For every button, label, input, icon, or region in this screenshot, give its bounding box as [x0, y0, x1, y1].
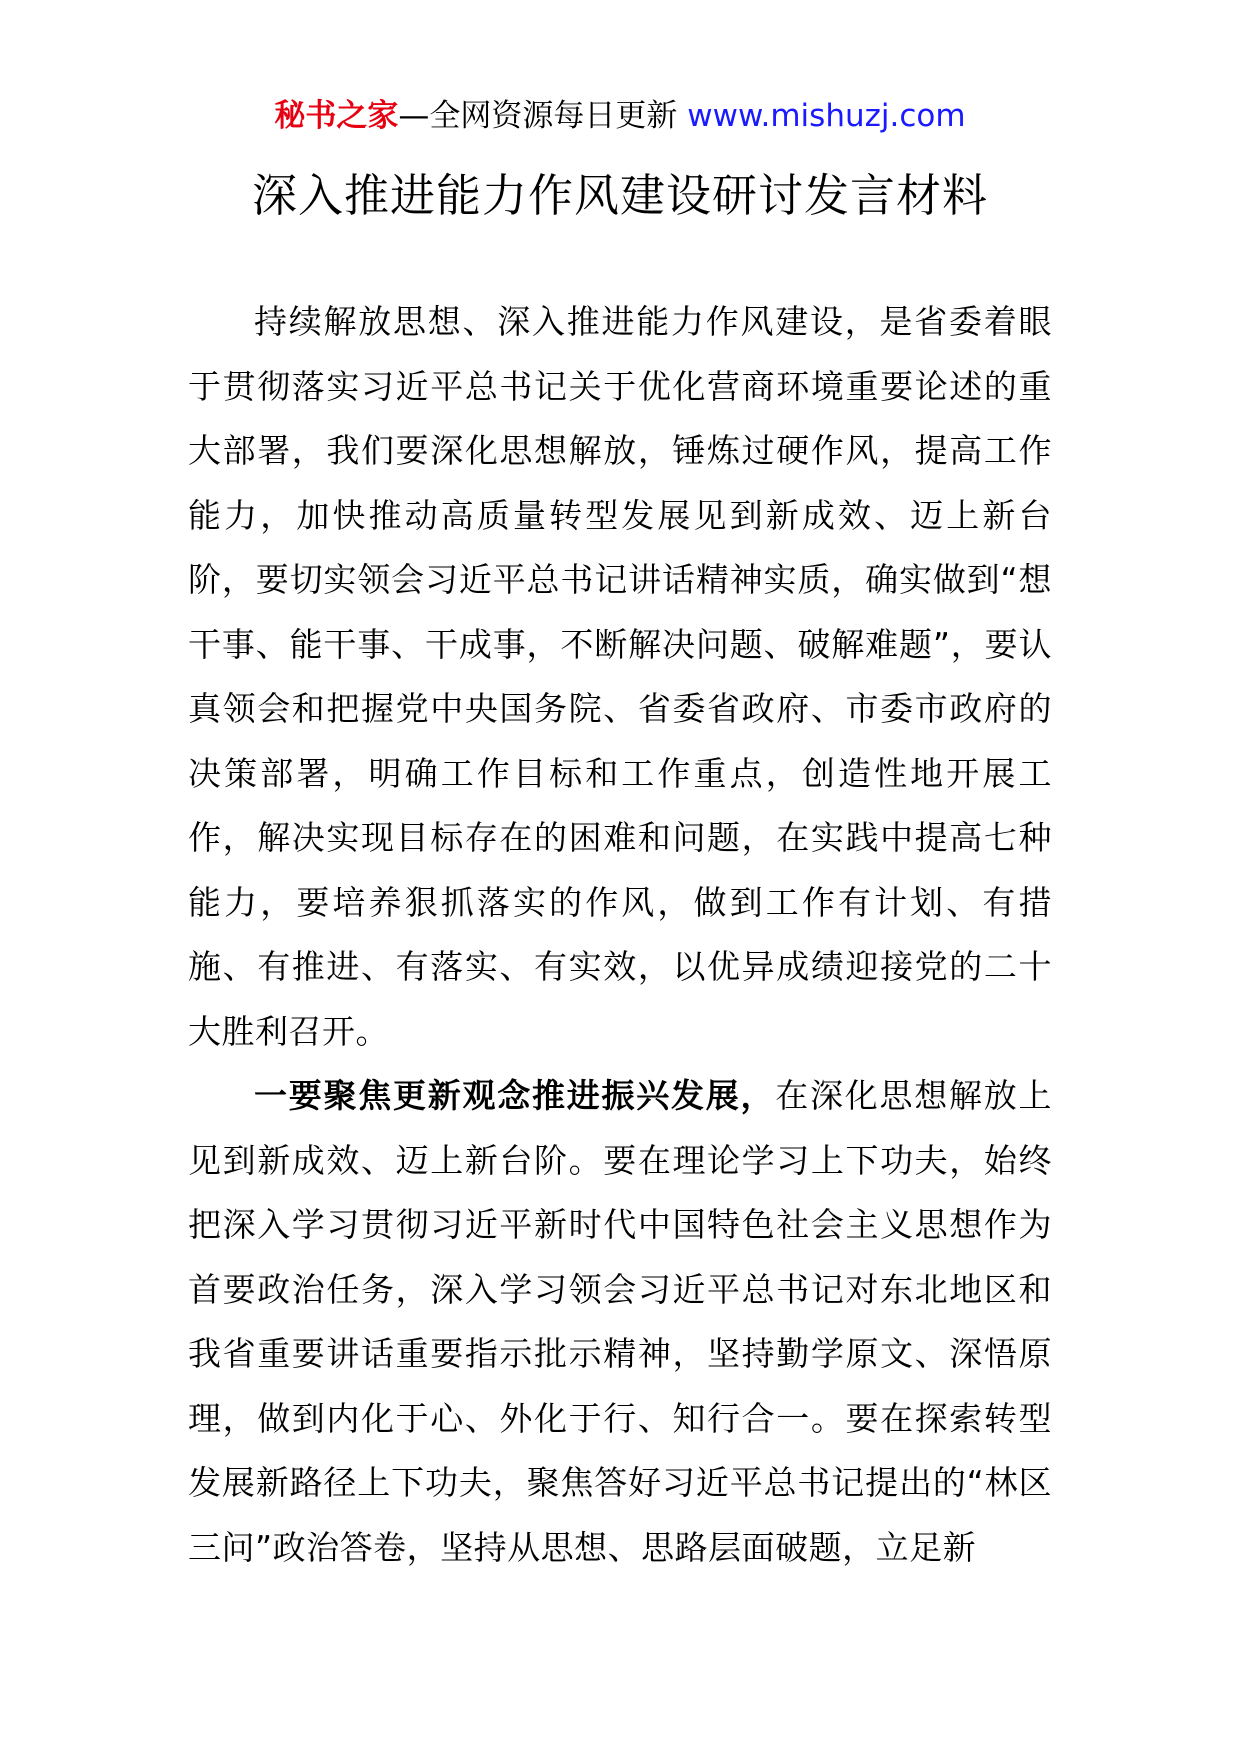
paragraph-1 — [188, 290, 1052, 1064]
site-header — [0, 96, 1240, 136]
document-body — [188, 290, 1052, 1580]
brand-name: 秘书之家 — [274, 98, 399, 134]
site-url-link[interactable]: www.mishuzj.com — [687, 98, 966, 134]
paragraph-2 — [188, 1064, 1052, 1580]
document-title: 深入推进能力作风建设研讨发言材料 — [251, 169, 988, 222]
paragraph-2-lead: 一要聚焦更新观念推进振兴发展， — [254, 1076, 776, 1115]
header-tagline: —全网资源每日更新 — [398, 98, 688, 134]
paragraph-2-text: 在深化思想解放上见到新成效、迈上新台阶。要在理论学习上下功夫，始终把深入学习贯彻习近平新时代中国特色社会主义思想作为首要政治任务，深入学习领会习近平总书记对东北地区和我省重要讲话重要指示批示精神，坚持勤学原文、深悟原理，做到内化于心、外化于行、知行合一。要在探索转型发展新路径上下功夫，聚焦答好习近平总书记提出的“林区三问”政治答卷，坚持从思想、思路层面破题，立足新 — [188, 1076, 1052, 1567]
paragraph-1-text: 持续解放思想、深入推进能力作风建设，是省委着眼于贯彻落实习近平总书记关于优化营商环境重要论述的重大部署，我们要深化思想解放，锤炼过硬作风，提高工作能力，加快推动高质量转型发展见到新成效、迈上新台阶，要切实领会习近平总书记讲话精神实质，确实做到“想干事、能干事、干成事，不断解决问题、破解难题”，要认真领会和把握党中央国务院、省委省政府、市委市政府的决策部署，明确工作目标和工作重点，创造性地开展工作，解决实现目标存在的困难和问题，在实践中提高七种能力，要培养狠抓落实的作风，做到工作有计划、有措施、有推进、有落实、有实效，以优异成绩迎接党的二十大胜利召开。 — [188, 302, 1052, 1051]
